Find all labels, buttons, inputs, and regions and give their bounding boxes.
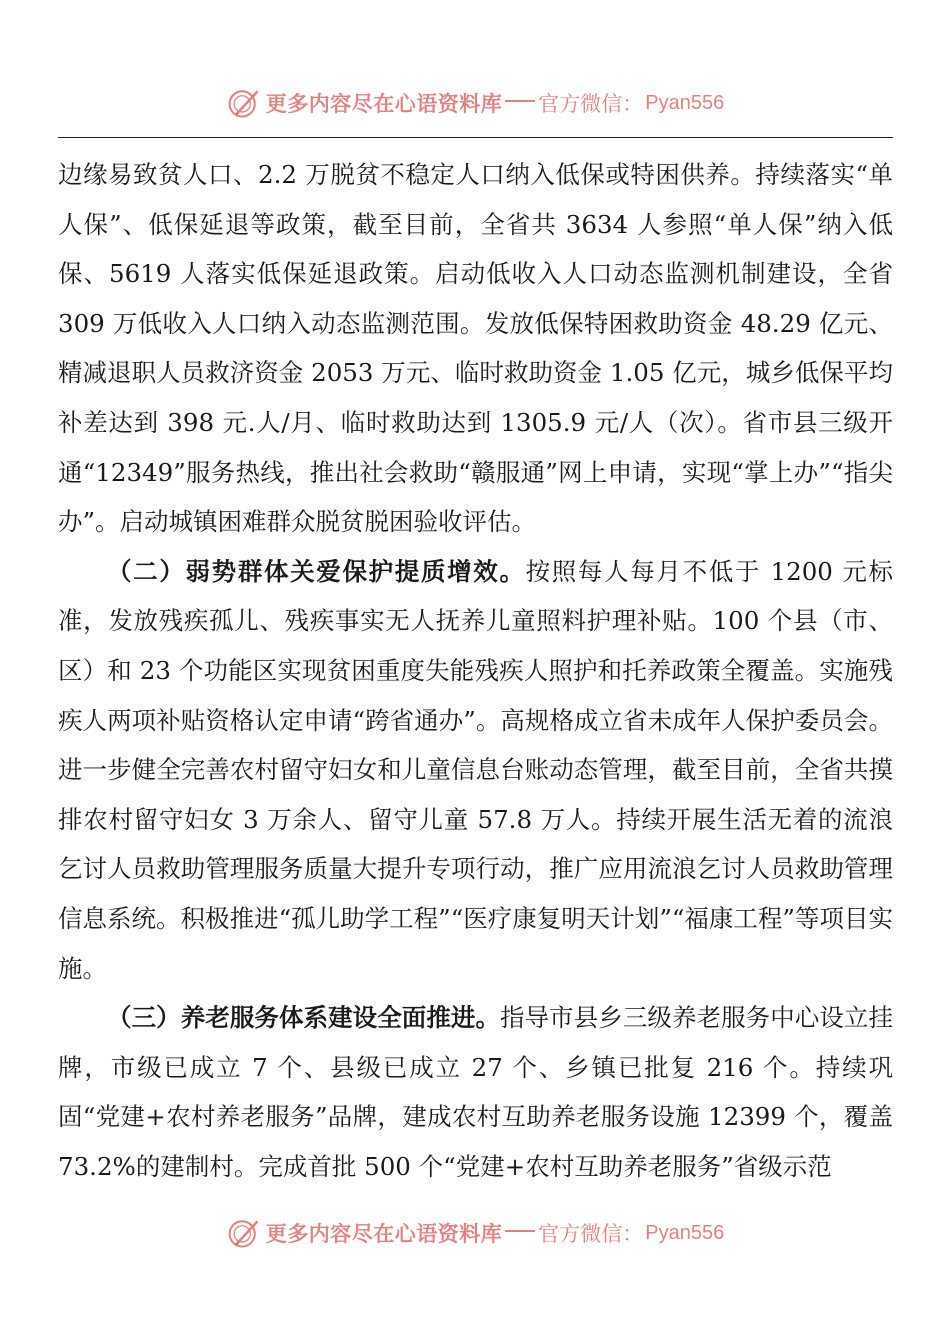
banner-brand: 更多内容尽在心语资料库 xyxy=(265,91,503,116)
paragraph-text: 边缘易致贫人口、2.2 万脱贫不稳定人口纳入低保或特困供养。持续落实“单人保”、低保延退等政策，截至目前，全省共 3634 人参照“单人保”纳入低保、5619 人落实低保延退政策。启动低收入人口动态监测机制建设，全省 309 万低收入人口纳入动态监测范围。发放低保特困救助资金 48.29 亿元、精减退职人员救济资金 2053 万元、临时救助资金 1.05 亿元，城乡低保平均补差达到 398 元.人/月、临时救助达到 1305.9 元/人（次）。省市县三级开通“12349”服务热线，推出社会救助“赣服通”网上申请，实现“掌上办”“指尖办”。启动城镇困难群众脱贫脱困验收评估。 xyxy=(58,160,893,537)
banner-label: 官方微信： xyxy=(538,1222,644,1246)
section-heading: （二）弱势群体关爱保护提质增效。 xyxy=(107,556,526,586)
paragraph-text: 指导市县乡三级养老服务中心设立挂牌，市级已成立 7 个、县级已成立 27 个、乡镇已批复 216 个。持续巩固“党建+农村养老服务”品牌，建成农村互助养老服务设施 12399 个，覆盖 73.2%的建制村。完成首批 500 个“党建+农村互助养老服务”省级示范 xyxy=(58,1003,893,1181)
footer-watermark-banner xyxy=(0,1208,950,1258)
header-rule xyxy=(58,137,893,138)
banner-label: 官方微信： xyxy=(538,92,644,116)
section-heading: （三）养老服务体系建设全面推进。 xyxy=(107,1003,501,1033)
banner-wechat-id: Pyan556 xyxy=(645,1221,725,1244)
banner-dash xyxy=(505,1230,535,1232)
pen-logo-icon xyxy=(226,85,262,121)
paragraph-text: 按照每人每月不低于 1200 元标准，发放残疾孤儿、残疾事实无人抚养儿童照料护理补贴。100 个县（市、区）和 23 个功能区实现贫困重度失能残疾人照护和托养政策全覆盖。实施残疾人两项补贴资格认定申请“跨省通办”。高规格成立省未成年人保护委员会。进一步健全完善农村留守妇女和儿童信息台账动态管理，截至目前，全省共摸排农村留守妇女 3 万余人、留守儿童 57.8 万人。持续开展生活无着的流浪乞讨人员救助管理服务质量大提升专项行动，推广应用流浪乞讨人员救助管理信息系统。积极推进“孤儿助学工程”“医疗康复明天计划”“福康工程”等项目实施。 xyxy=(58,556,893,983)
paragraph-section-3 xyxy=(58,993,893,1191)
document-body xyxy=(58,150,893,1191)
paragraph-continued xyxy=(58,150,893,547)
paragraph-section-2 xyxy=(58,547,893,993)
banner-wechat-id: Pyan556 xyxy=(645,91,725,114)
pen-logo-icon xyxy=(226,1215,262,1251)
banner-dash xyxy=(505,100,535,102)
banner-brand: 更多内容尽在心语资料库 xyxy=(265,1221,503,1246)
header-watermark-banner xyxy=(0,78,950,128)
